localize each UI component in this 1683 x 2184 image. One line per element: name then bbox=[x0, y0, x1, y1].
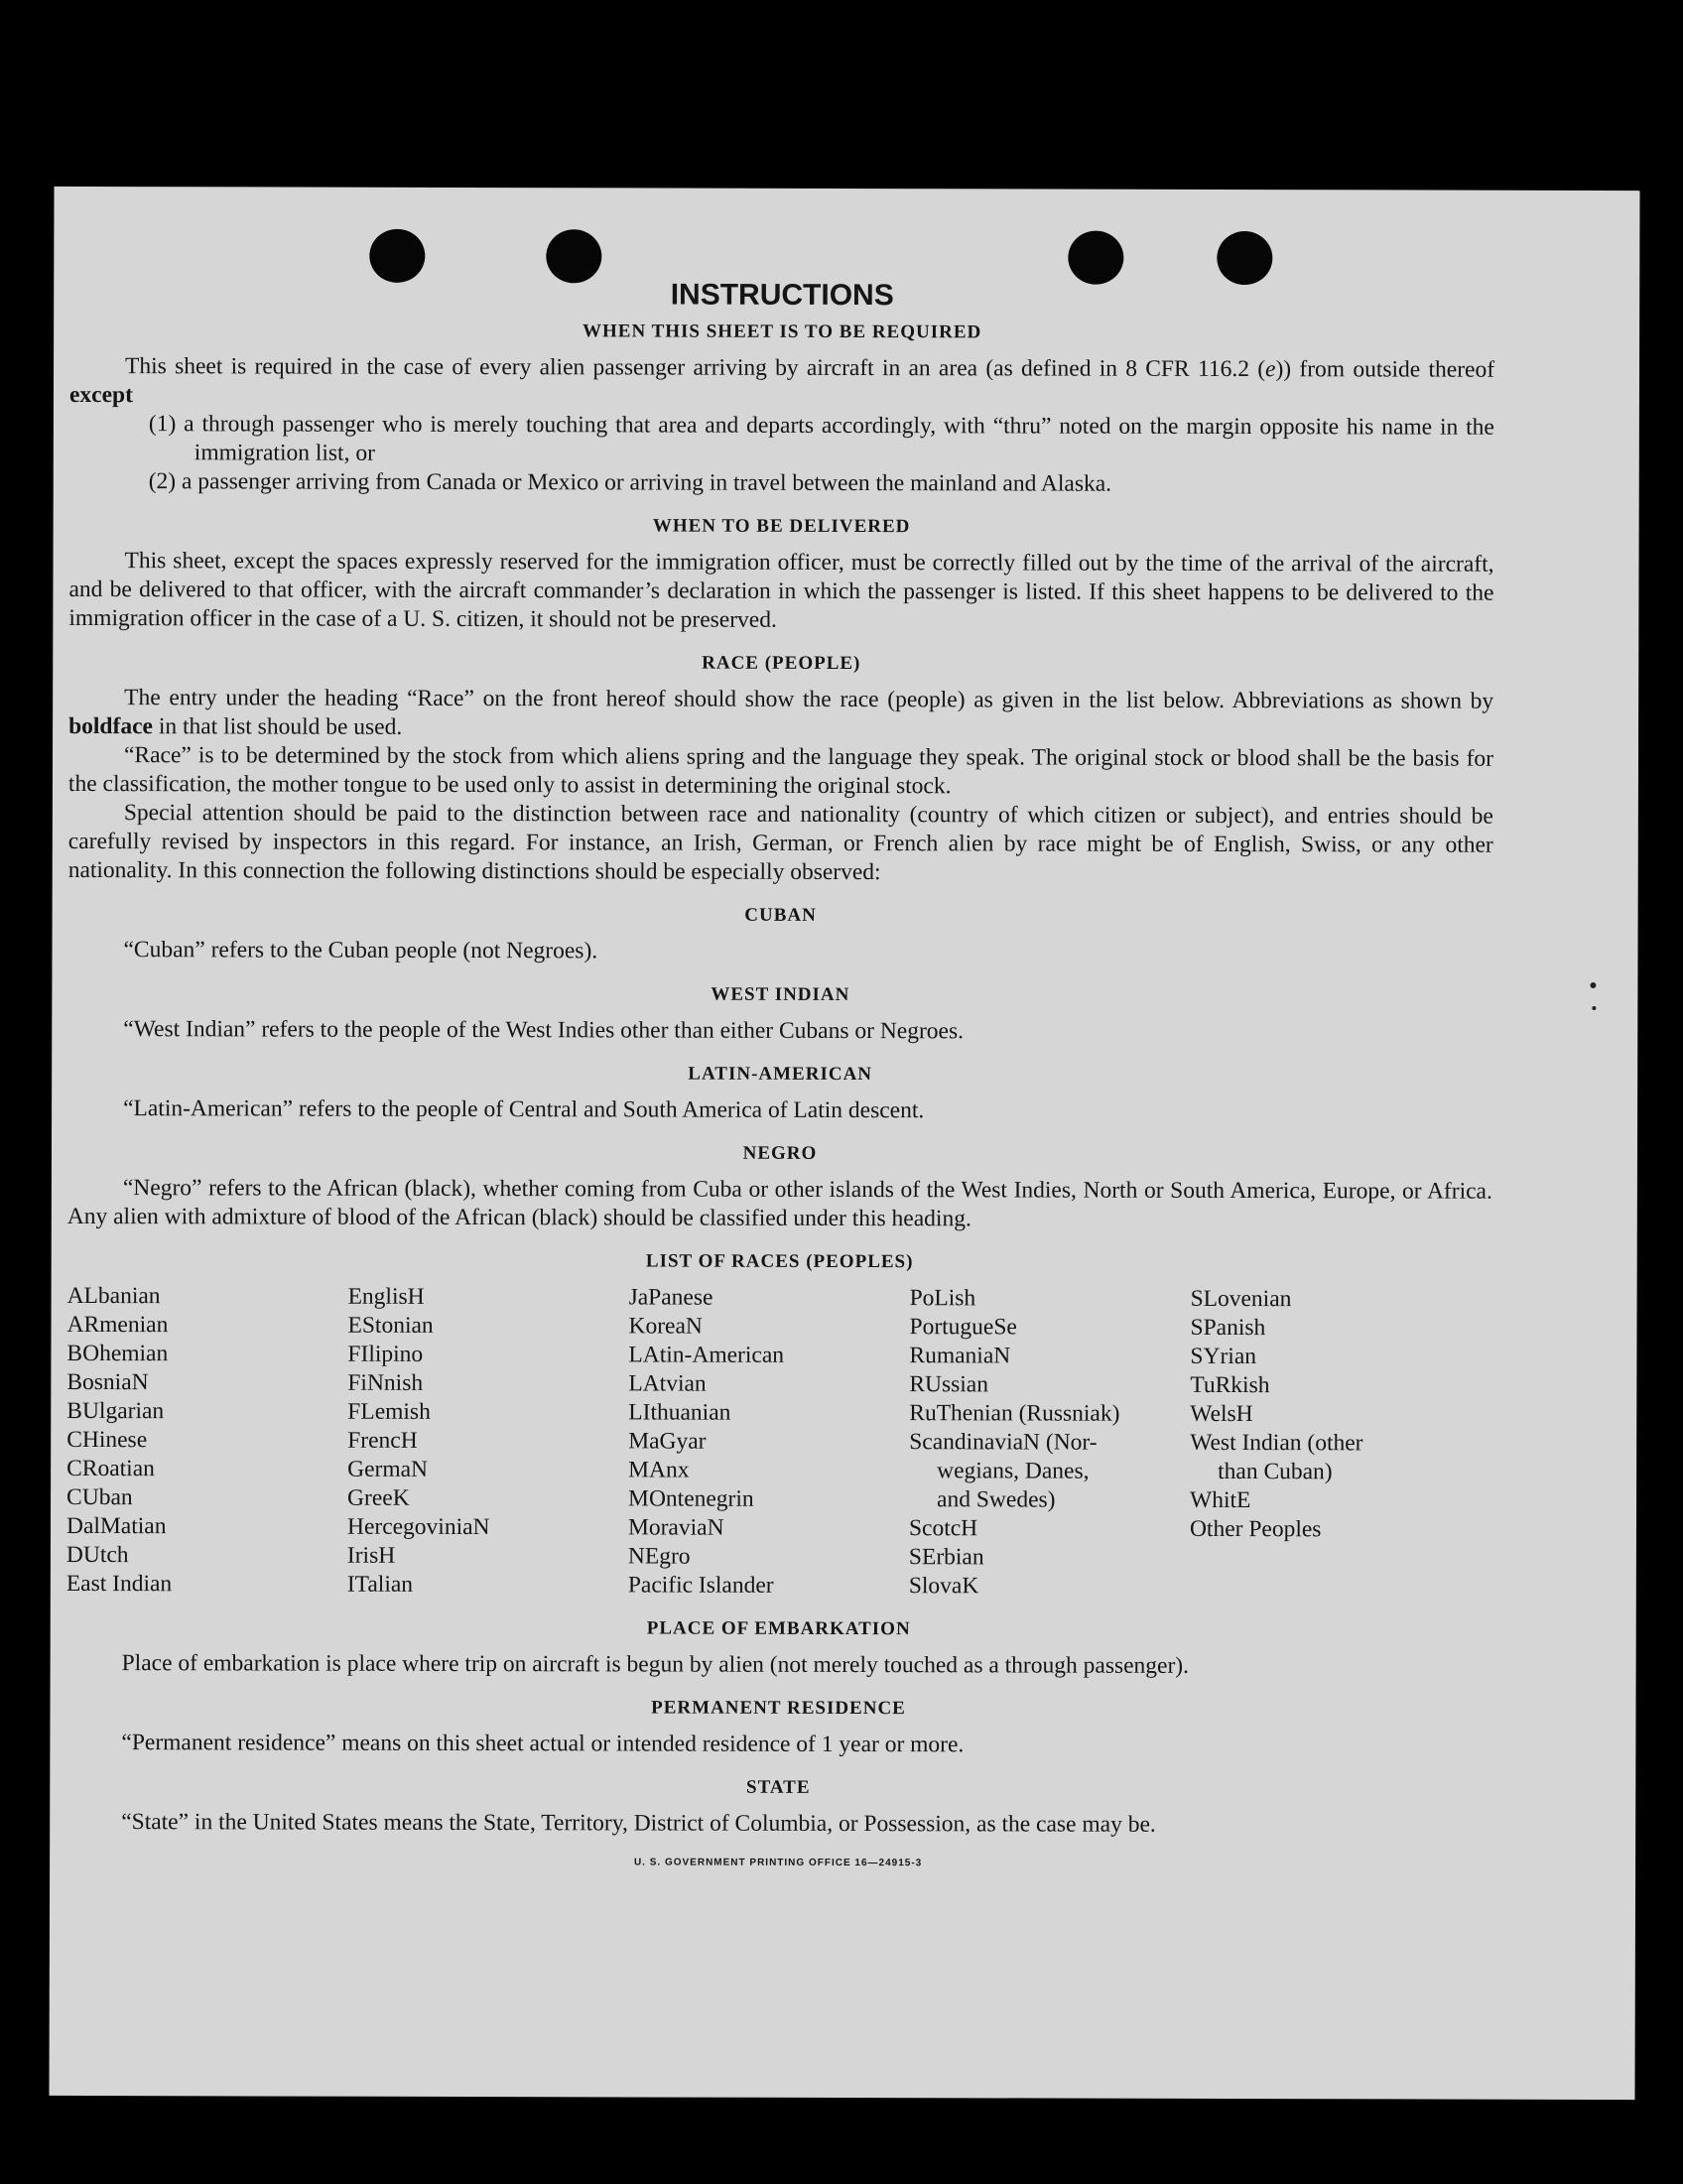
when-delivered-text: This sheet, except the spaces expressly reserved for the immigration officer, must be correctly filled out by the time of the arrival of the aircraft, and be delivered to that officer, with the aircraft commander’s declaration in which the passenger is listed. If this sheet happens to be delivered to the immigration officer in the case of a U. S. citizen, it should not be preserved. bbox=[68, 548, 1494, 633]
race-entry: ScotcH bbox=[908, 1515, 978, 1542]
race-paragraph-3: Special attention should be paid to the distinction between race and nationality (country of which citizen or subject), and entries should be carefully revised by inspectors in this regard. For instance, an Irish, German, or French alien by race might be of English, Swiss, or any other nationality. In this connection the following distinctions should be especially observed: bbox=[67, 800, 1493, 886]
heading-when-delivered: WHEN TO BE DELIVERED bbox=[652, 515, 911, 538]
latin-american-text: “Latin-American” refers to the people of Central and South America of Latin descent. bbox=[123, 1095, 925, 1124]
printer-imprint: U. S. GOVERNMENT PRINTING OFFICE 16—24915-3 bbox=[633, 1857, 923, 1869]
race-entry: FiNnish bbox=[347, 1369, 424, 1396]
race-entry: RumaniaN bbox=[909, 1343, 1011, 1369]
race-entry: WhitE bbox=[1190, 1486, 1251, 1514]
heading-when-required: WHEN THIS SHEET IS TO BE REQUIRED bbox=[582, 321, 982, 343]
document-sheet bbox=[49, 187, 1639, 2100]
embarkation-text: Place of embarkation is place where trip on aircraft is begun by alien (not merely touched as a through passenger). bbox=[121, 1650, 1190, 1679]
west-indian-text: “West Indian” refers to the people of the West Indies other than either Cubans or Negroes. bbox=[123, 1016, 965, 1045]
race-entry: EnglisH bbox=[347, 1283, 425, 1310]
race-entry: BUlgarian bbox=[66, 1397, 165, 1425]
race-entry: PoLish bbox=[909, 1285, 976, 1312]
race-entry: and Swedes) bbox=[937, 1486, 1056, 1513]
race-entry: SYrian bbox=[1190, 1343, 1257, 1370]
heading-embarkation: PLACE OF EMBARKATION bbox=[646, 1617, 911, 1640]
race-entry: CHinese bbox=[66, 1426, 148, 1454]
race-entry: KoreaN bbox=[628, 1313, 703, 1340]
race-entry: than Cuban) bbox=[1218, 1458, 1333, 1485]
race-entry: ARmenian bbox=[66, 1311, 169, 1339]
race-entry: LIthuanian bbox=[628, 1399, 731, 1426]
race-entry: RUssian bbox=[909, 1371, 989, 1398]
when-required-intro: This sheet is required in the case of every alien passenger arriving by aircraft in an area (as defined in 8 CFR 116.2 (e)) from outside thereof except bbox=[68, 353, 1495, 409]
page-title: INSTRUCTIONS bbox=[670, 278, 894, 313]
race-column bbox=[347, 1283, 629, 1601]
race-entry: Other Peoples bbox=[1189, 1515, 1322, 1543]
race-entry: ALbanian bbox=[66, 1282, 161, 1310]
when-required-item-2: (2) a passenger arriving from Canada or Mexico or arriving in travel between the mainland and Alaska. bbox=[148, 468, 1112, 497]
race-list bbox=[66, 1282, 1492, 1603]
race-entry: BOhemian bbox=[66, 1340, 169, 1367]
race-entry: DalMatian bbox=[65, 1512, 167, 1540]
when-required-item-1: (1) a through passenger who is merely touching that area and departs accordingly, with “thru” noted on the margin opposite his name in the immigration list, or bbox=[148, 411, 1494, 466]
race-entry: Pacific Islander bbox=[627, 1572, 774, 1599]
race-entry: ITalian bbox=[346, 1571, 414, 1598]
heading-residence: PERMANENT RESIDENCE bbox=[651, 1697, 906, 1720]
race-entry: MOntenegrin bbox=[628, 1485, 754, 1512]
race-entry: West Indian (other bbox=[1190, 1429, 1363, 1457]
race-entry: PortugueSe bbox=[909, 1314, 1017, 1341]
race-entry: JaPanese bbox=[628, 1284, 713, 1311]
punch-hole bbox=[369, 229, 425, 283]
cuban-text: “Cuban” refers to the Cuban people (not Negroes). bbox=[123, 937, 598, 964]
race-entry: DUtch bbox=[65, 1541, 129, 1569]
race-entry: FrencH bbox=[347, 1427, 418, 1454]
punch-hole bbox=[1068, 231, 1123, 285]
heading-negro: NEGRO bbox=[742, 1142, 818, 1164]
race-entry: SlovaK bbox=[908, 1573, 979, 1600]
race-entry: wegians, Danes, bbox=[937, 1458, 1090, 1484]
race-entry: BosniaN bbox=[66, 1368, 149, 1396]
speck bbox=[1590, 982, 1596, 988]
race-entry: MoraviaN bbox=[627, 1514, 724, 1541]
race-column bbox=[628, 1283, 910, 1601]
heading-cuban: CUBAN bbox=[744, 904, 817, 926]
heading-state: STATE bbox=[746, 1776, 811, 1798]
heading-west-indian: WEST INDIAN bbox=[711, 983, 850, 1006]
punch-hole bbox=[1217, 231, 1272, 285]
race-entry: GermaN bbox=[347, 1456, 429, 1482]
residence-text: “Permanent residence” means on this sheet actual or intended residence of 1 year or more. bbox=[121, 1730, 965, 1758]
race-entry: FLemish bbox=[347, 1398, 431, 1425]
race-entry: WelsH bbox=[1190, 1400, 1253, 1428]
race-entry: SErbian bbox=[908, 1544, 984, 1571]
race-entry: IrisH bbox=[346, 1542, 396, 1569]
state-text: “State” in the United States means the State, Territory, District of Columbia, or Possession, as the case may be. bbox=[121, 1809, 1156, 1838]
race-column bbox=[909, 1284, 1191, 1602]
heading-race: RACE (PEOPLE) bbox=[702, 652, 861, 675]
heading-list-of-races: LIST OF RACES (PEOPLES) bbox=[645, 1250, 914, 1273]
race-entry: CRoatian bbox=[66, 1455, 155, 1482]
negro-text: “Negro” refers to the African (black), whether coming from Cuba or other islands of the West Indies, North or South America, Europe, or Africa. Any alien with admixture of blood of the African (black) should be classified under this heading. bbox=[66, 1175, 1492, 1232]
race-column bbox=[1190, 1285, 1472, 1603]
race-entry: SPanish bbox=[1190, 1314, 1266, 1342]
race-entry: EStonian bbox=[347, 1312, 434, 1339]
heading-latin-american: LATIN-AMERICAN bbox=[688, 1063, 873, 1086]
race-column bbox=[66, 1282, 348, 1600]
punch-hole bbox=[546, 229, 601, 283]
race-entry: LAtin-American bbox=[628, 1342, 785, 1368]
race-entry: HercegoviniaN bbox=[346, 1513, 490, 1541]
instructions-content bbox=[65, 276, 1494, 1879]
race-entry: NEgro bbox=[627, 1543, 691, 1570]
race-entry: ScandinaviaN (Nor- bbox=[909, 1429, 1098, 1456]
race-entry: East Indian bbox=[65, 1570, 173, 1598]
race-paragraph-1: The entry under the heading “Race” on the front hereof should show the race (people) as given in the list below. Abbreviations as shown by boldface in that list should be used. bbox=[68, 685, 1494, 740]
speck bbox=[1592, 1006, 1596, 1010]
race-entry: SLovenian bbox=[1190, 1285, 1292, 1313]
race-entry: LAtvian bbox=[628, 1370, 707, 1397]
race-entry: FIlipino bbox=[347, 1341, 424, 1367]
race-paragraph-2: “Race” is to be determined by the stock from which aliens spring and the language they speak. The original stock or blood shall be the basis for the classification, the mother tongue to be used only to assist in determining the original stock. bbox=[67, 742, 1494, 800]
race-entry: CUban bbox=[66, 1483, 133, 1511]
race-entry: GreeK bbox=[347, 1484, 410, 1511]
race-entry: TuRkish bbox=[1190, 1371, 1270, 1399]
race-entry: MAnx bbox=[628, 1457, 690, 1483]
race-entry: RuThenian (Russniak) bbox=[909, 1400, 1120, 1427]
race-entry: MaGyar bbox=[628, 1428, 707, 1455]
